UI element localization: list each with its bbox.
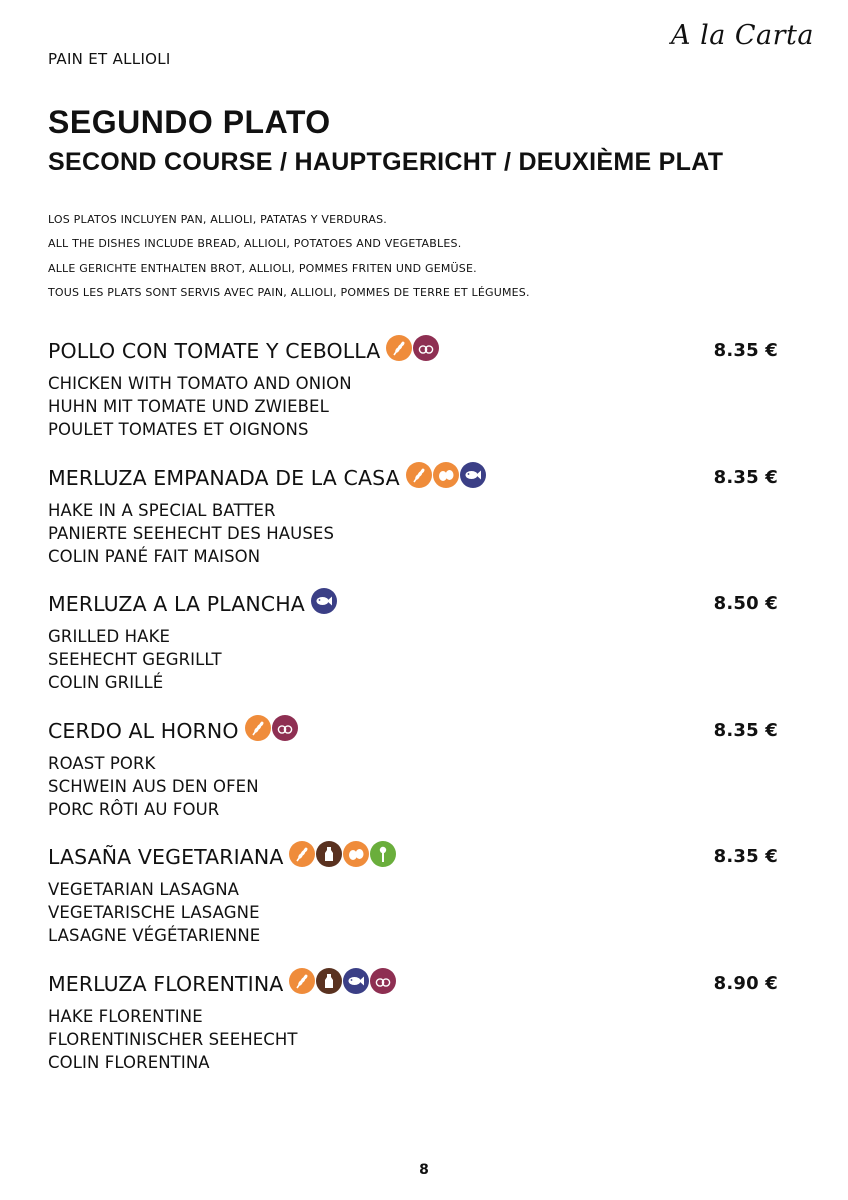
dish-item	[48, 461, 778, 588]
dish-item	[48, 334, 778, 461]
sulphites-icon	[272, 715, 298, 741]
intro-line: TOUS LES PLATS SONT SERVIS AVEC PAIN, ALLIOLI, POMMES DE TERRE ET LÉGUMES.	[48, 285, 530, 299]
dish-translation-en: HAKE IN A SPECIAL BATTER	[48, 500, 276, 520]
gluten-icon	[289, 841, 315, 867]
fish-icon	[343, 968, 369, 994]
dish-translation-fr: PORC RÔTI AU FOUR	[48, 799, 220, 819]
dish-item	[48, 840, 778, 967]
dish-translation-fr: COLIN GRILLÉ	[48, 673, 164, 693]
brand-logo: A la Carta	[670, 20, 814, 51]
gluten-icon	[245, 715, 271, 741]
dish-name: MERLUZA FLORENTINA	[48, 971, 284, 996]
top-label: PAIN ET ALLIOLI	[48, 50, 171, 68]
dish-name: MERLUZA EMPANADA DE LA CASA	[48, 465, 400, 490]
dairy-icon	[316, 968, 342, 994]
dish-translation-en: HAKE FLORENTINE	[48, 1006, 203, 1026]
intro-block	[48, 208, 808, 305]
dish-price: 8.35 €	[713, 719, 778, 741]
intro-line: LOS PLATOS INCLUYEN PAN, ALLIOLI, PATATAS Y VERDURAS.	[48, 213, 387, 226]
dish-name: POLLO CON TOMATE Y CEBOLLA	[48, 339, 381, 363]
allergen-icons	[386, 335, 440, 361]
dish-translation-fr: COLIN FLORENTINA	[48, 1052, 210, 1072]
dish-item	[48, 714, 778, 841]
dish-name: CERDO AL HORNO	[48, 718, 239, 743]
dairy-icon	[316, 841, 342, 867]
dish-translation-en: VEGETARIAN LASAGNA	[48, 880, 240, 900]
gluten-icon	[289, 968, 315, 994]
gluten-icon	[406, 462, 432, 488]
dish-translation-fr: COLIN PANÉ FAIT MAISON	[48, 546, 261, 566]
celery-icon	[370, 841, 396, 867]
dish-item	[48, 587, 778, 714]
intro-line: ALLE GERICHTE ENTHALTEN BROT, ALLIOLI, POMMES FRITEN UND GEMÜSE.	[48, 261, 477, 275]
sulphites-icon	[413, 335, 439, 361]
page-number: 8	[419, 1162, 429, 1178]
allergen-icons	[289, 968, 397, 994]
dish-translation-de: SEEHECHT GEGRILLT	[48, 650, 222, 670]
dish-translation-de: HUHN MIT TOMATE UND ZWIEBEL	[48, 397, 329, 416]
dish-translation-fr: LASAGNE VÉGÉTARIENNE	[48, 926, 261, 946]
dish-translation-en: CHICKEN WITH TOMATO AND ONION	[48, 374, 352, 393]
dish-translation-fr: POULET TOMATES ET OIGNONS	[48, 420, 309, 439]
allergen-icons	[311, 588, 338, 614]
sulphites-icon	[370, 968, 396, 994]
dish-name: LASAÑA VEGETARIANA	[48, 845, 284, 870]
dish-translation-de: VEGETARISCHE LASAGNE	[48, 903, 260, 923]
intro-line: ALL THE DISHES INCLUDE BREAD, ALLIOLI, POTATOES AND VEGETABLES.	[48, 237, 462, 251]
egg-icon	[433, 462, 459, 488]
dish-price: 8.90 €	[713, 972, 778, 994]
page-title: SEGUNDO PLATO	[48, 104, 331, 140]
fish-icon	[460, 462, 486, 488]
egg-icon	[343, 841, 369, 867]
allergen-icons	[406, 462, 487, 488]
dish-translation-en: ROAST PORK	[48, 753, 156, 773]
dish-translation-en: GRILLED HAKE	[48, 627, 171, 647]
dish-name: MERLUZA A LA PLANCHA	[48, 592, 305, 617]
dish-price: 8.35 €	[713, 846, 778, 868]
dish-translation-de: SCHWEIN AUS DEN OFEN	[48, 776, 259, 796]
dish-translation-de: FLORENTINISCHER SEEHECHT	[48, 1029, 298, 1049]
dish-price: 8.35 €	[713, 340, 778, 361]
gluten-icon	[386, 335, 412, 361]
dish-item	[48, 967, 778, 1094]
allergen-icons	[289, 841, 397, 867]
dish-translation-de: PANIERTE SEEHECHT DES HAUSES	[48, 523, 335, 543]
dish-price: 8.35 €	[713, 466, 778, 488]
dish-list	[48, 334, 778, 1094]
allergen-icons	[245, 715, 299, 741]
dish-price: 8.50 €	[713, 593, 778, 615]
page-subtitle: SECOND COURSE / HAUPTGERICHT / DEUXIÈME PLAT	[48, 148, 724, 176]
fish-icon	[311, 588, 337, 614]
